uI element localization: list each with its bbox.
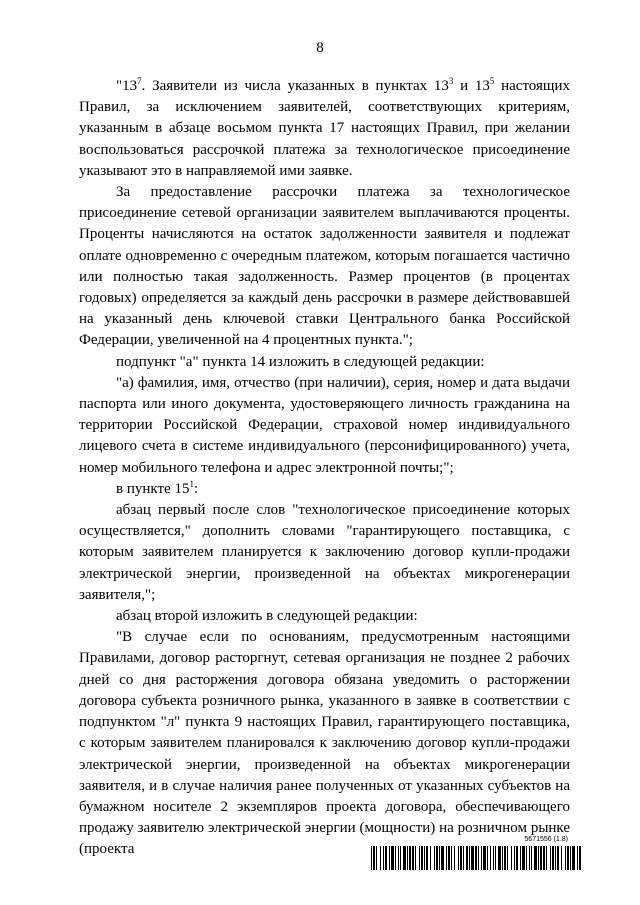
paragraph — [79, 500, 570, 606]
page-number: 8 — [316, 40, 324, 56]
text-run: "В случае если по основаниям, предусмотренным настоящими Правилами, договор расторгнут, сетевая организация не позднее 2 рабочих дней со дня расторжения договора обязана уведомить о расторжении договора субъекта розничного рынка, указанного в заявке в соответствии с подпунктом "л" пункта 9 настоящих Правил, гарантирующего поставщика, с которым заявителем планировался к заключению договор купли-продажи электрической энергии, произведенной на объектах микрогенерации заявителя, и в случае наличия ранее полученных от указанных субъектов на бумажном носителе 2 экземпляров проекта договора, обеспечивающего продажу заявителю электрической энергии (мощности) на розничном рынке (проекта — [79, 629, 570, 858]
paragraph — [79, 373, 570, 479]
text-run: абзац второй изложить в следующей редакции: — [116, 608, 418, 625]
text-run: в пункте 15 — [116, 480, 190, 497]
document-code: 5671556 (1.8) — [524, 836, 568, 843]
text-run: "а) фамилия, имя, отчество (при наличии), серия, номер и дата выдачи паспорта или иного документа, удостоверяющего личность гражданина на территории Российской Федерации, страховой номер индивидуального лицевого счета в системе индивидуального (персонифицированного) учета, номер мобильного телефона и адрес электронной почты;"; — [79, 374, 570, 476]
text-run: : — [193, 480, 199, 497]
paragraph — [79, 352, 570, 373]
text-run: За предоставление рассрочки платежа за технологическое присоединение сетевой организации заявителем выплачиваются проценты. Проценты начисляются на остаток задолженности заявителя и подлежат оплате одновременно с очередным платежом, которым погашается частично или полностью такая задолженность. Размер процентов (в процентах годовых) определяется за каждый день рассрочки в размере действовавшей на указанный день ключевой ставки Центрального банка Российской Федерации, увеличенной на 4 процентных пункта."; — [79, 184, 570, 349]
text-run: . Заявители из числа указанных в пунктах 13 — [141, 78, 449, 94]
text-run: настоящих Правил, за исключением заявителей, соответствующих критериям, указанным в абзаце восьмом пункта 17 настоящих Правил, при желании воспользоваться рассрочкой платежа за технологическое присоединение указывают это в направляемой ими заявке. — [79, 78, 570, 179]
paragraph — [79, 606, 570, 627]
barcode — [371, 846, 584, 870]
superscript: 3 — [448, 76, 454, 86]
paragraph — [79, 627, 570, 860]
text-run: и 13 — [453, 78, 490, 94]
superscript: 7 — [137, 76, 142, 86]
text-run: "13 — [116, 78, 138, 94]
superscript: 1 — [189, 478, 194, 489]
paragraph — [79, 182, 570, 352]
superscript: 5 — [489, 76, 495, 86]
text-run: абзац первый после слов "технологическое присоединение которых осуществляется," дополнить словами "гарантирующего поставщика, с которым заявителем планируется к заключению договор купли-продажи электрической энергии, произведенной на объектах микрогенерации заявителя,"; — [79, 502, 570, 603]
paragraph — [79, 76, 570, 182]
paragraph — [79, 479, 570, 500]
document-body — [79, 76, 570, 861]
text-run: подпункт "а" пункта 14 изложить в следующей редакции: — [116, 353, 485, 370]
